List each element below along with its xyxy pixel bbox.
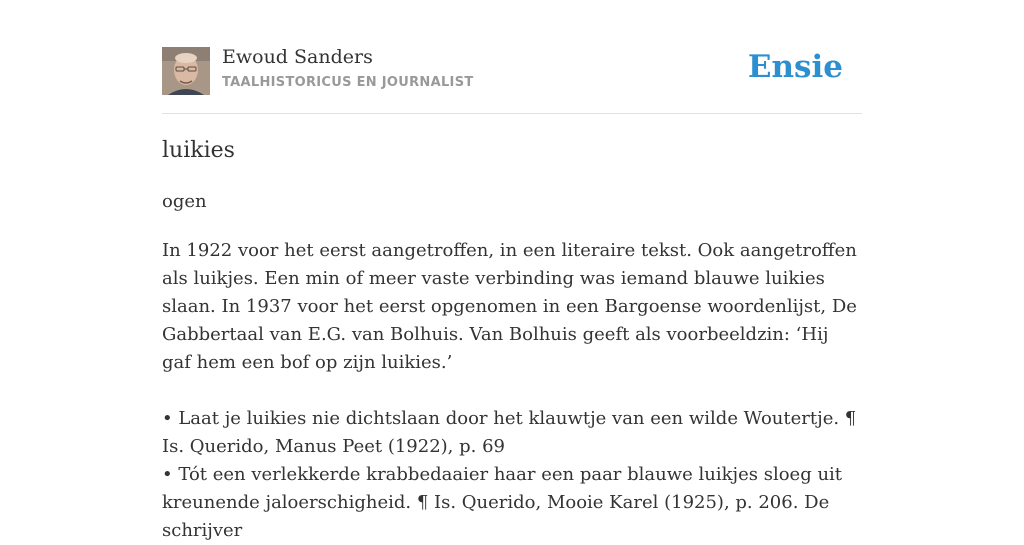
entry-title: luikies bbox=[162, 138, 235, 163]
author-role: TAALHISTORICUS EN JOURNALIST bbox=[222, 75, 474, 90]
entry-meaning: ogen bbox=[162, 191, 207, 212]
avatar-photo-icon bbox=[162, 47, 210, 95]
entry-body: In 1922 voor het eerst aangetroffen, in een literaire tekst. Ook aangetroffen als luikjes. Een min of meer vaste verbinding was iemand blauwe luikies slaan. In 1937 voor het eerst opgenomen in een Bargoense woordenlijst, De Gabbertaal van E.G. van Bolhuis. Van Bolhuis geeft als voorbeeldzin: ‘Hij gaf hem een bof op zijn luikies.’ • Laat je luikies nie dichtslaan door het klauwtje van een wilde Woutertje. ¶ Is. Querido, Manus Peet (1922), p. 69 • Tót een verlekkerde krabbedaaier haar een paar blauwe luikjes sloeg uit kreunende jaloerschigheid. ¶ Is. Querido, Mooie Karel (1925), p. 206. De schrijver bbox=[162, 240, 857, 541]
brand-logo[interactable]: Ensie bbox=[747, 49, 843, 85]
author-header bbox=[162, 0, 862, 114]
author-name[interactable]: Ewoud Sanders bbox=[222, 46, 373, 68]
avatar[interactable] bbox=[162, 47, 210, 95]
content-column bbox=[162, 0, 862, 541]
